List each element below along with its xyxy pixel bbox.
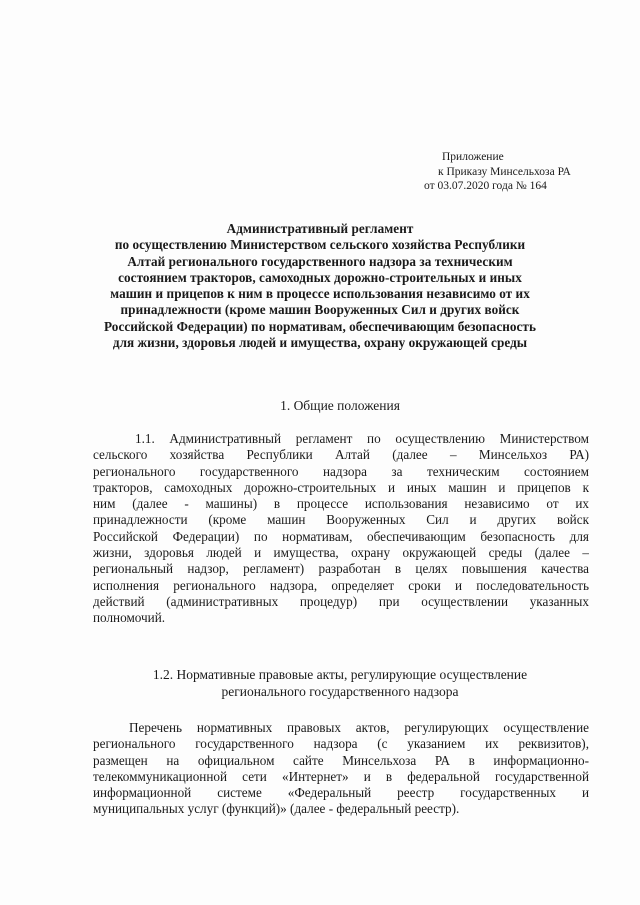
paragraph-1-2 <box>93 720 589 818</box>
paragraph-line: исполнения регионального надзора, определяет сроки и последовательность <box>93 577 589 593</box>
paragraph-line: 1.1. Административный регламент по осуществлению Министерством <box>135 431 589 446</box>
paragraph-line: ним (далее - машины) в процессе использования независимо от их <box>93 496 589 512</box>
paragraph-line: принадлежности (кроме машин Вооруженных Сил и других войск <box>93 512 589 528</box>
paragraph-line: Российской Федерации) по нормативам, обеспечивающим безопасность для <box>93 528 589 544</box>
section-heading-line: 1.2. Нормативные правовые акты, регулирующие осуществление <box>152 667 528 682</box>
document-title <box>70 221 570 351</box>
title-line: Административный регламент <box>226 221 414 236</box>
title-line: по осуществлению Министерством сельского хозяйства Республики <box>114 237 526 253</box>
paragraph-line: сельского хозяйства Республики Алтай (далее – Минсельхоз РА) <box>93 447 589 463</box>
paragraph-line: Перечень нормативных правовых актов, регулирующих осуществление <box>129 720 589 735</box>
appendix-order-reference: к Приказу Минсельхоза РА <box>438 165 571 178</box>
paragraph-line: муниципальных услуг (функций)» (далее - федеральный реестр). <box>93 801 460 817</box>
paragraph-line: тракторов, самоходных дорожно-строительных и иных машин и прицепов к <box>93 479 589 495</box>
section-heading-normative-acts <box>90 667 590 700</box>
paragraph-line: информационной системе «Федеральный реестр государственных и <box>93 785 589 801</box>
paragraph-line: регионального государственного надзора за техническим состоянием <box>93 463 589 479</box>
title-line: состоянием тракторов, самоходных дорожно-строительных и иных <box>118 269 522 285</box>
paragraph-line: действий (административных процедур) при осуществлении указанных <box>93 593 589 609</box>
title-line: Российской Федерации) по нормативам, обеспечивающим безопасность <box>104 318 536 334</box>
title-line: принадлежности (кроме машин Вооруженных Сил и других войск <box>120 302 520 318</box>
title-line: Алтай регионального государственного надзора за техническим <box>127 253 513 269</box>
paragraph-line: размещен на официальном сайте Минсельхоза РА в информационно- <box>93 752 589 768</box>
section-heading-line: регионального государственного надзора <box>221 683 459 699</box>
title-line: для жизни, здоровья людей и имущества, охрану окружающей среды <box>112 335 528 351</box>
paragraph-line: регионального государственного надзора (с указанием их реквизитов), <box>93 736 589 752</box>
section-heading-general: 1. Общие положения <box>280 398 400 413</box>
appendix-label: Приложение <box>442 151 504 163</box>
paragraph-line: полномочий. <box>93 610 166 626</box>
appendix-block <box>420 150 610 194</box>
paragraph-line: региональный надзор, регламент) разработан в целях повышения качества <box>93 561 589 577</box>
paragraph-1-1 <box>93 431 589 627</box>
paragraph-line: жизни, здоровья людей и имущества, охрану окружающей среды (далее – <box>93 545 589 561</box>
paragraph-line: телекоммуникационной сети «Интернет» и в федеральной государственной <box>93 768 589 784</box>
appendix-order-date: от 03.07.2020 года № 164 <box>424 180 547 192</box>
title-line: машин и прицепов к ним в процессе использования независимо от их <box>110 286 530 302</box>
